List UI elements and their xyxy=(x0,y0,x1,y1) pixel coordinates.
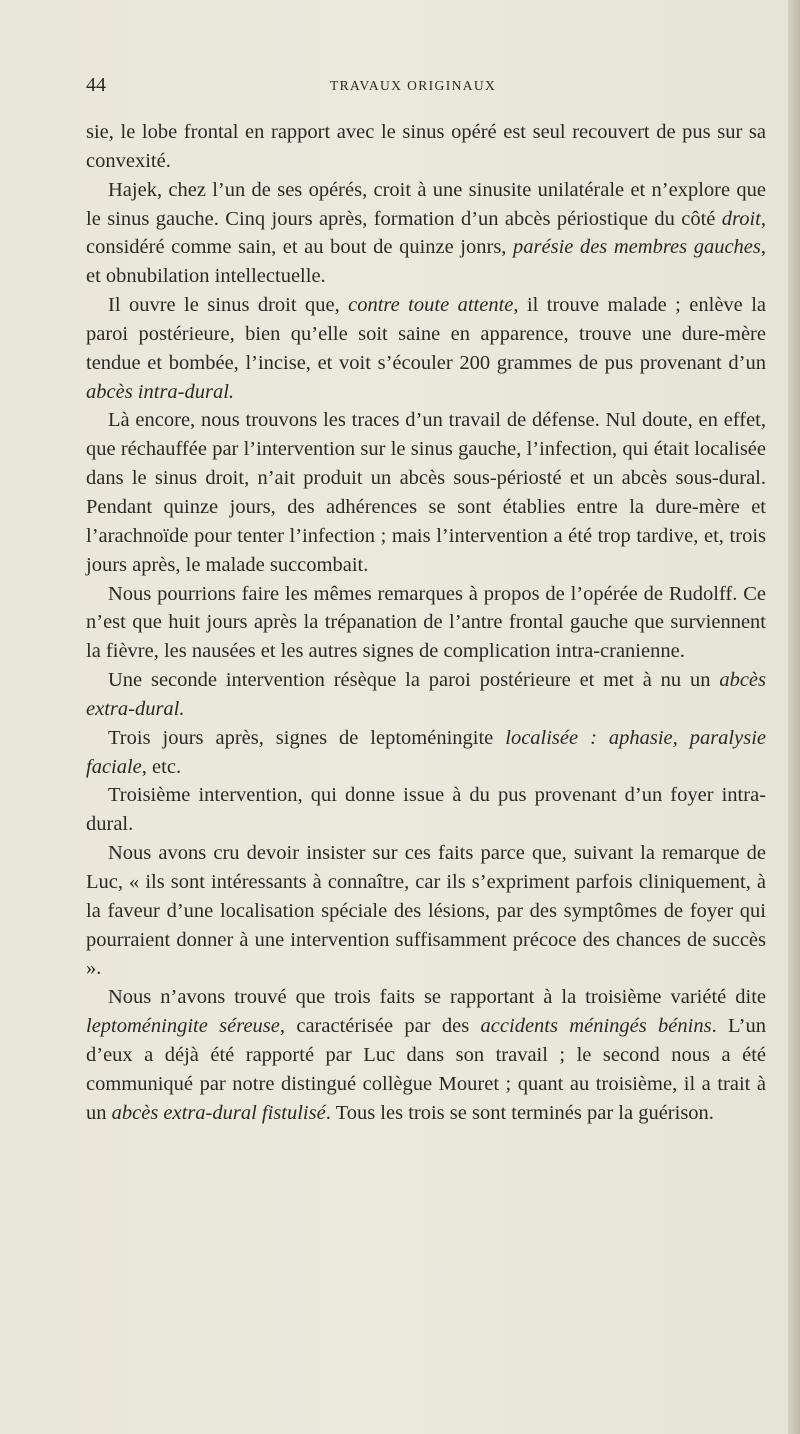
paragraph xyxy=(86,666,766,724)
italic-text: droit xyxy=(721,207,761,230)
text-run: sie, le lobe frontal en rapport avec le sinus opéré est seul recouvert de pus sur sa convexité. xyxy=(86,121,766,172)
paragraph xyxy=(86,291,766,406)
italic-text: parésie des membres gauches xyxy=(513,236,761,259)
text-run: , caractérisée par des xyxy=(279,1015,481,1038)
text-run: Nous n’avons trouvé que trois faits se rapportant à la troisième variété dite xyxy=(108,986,766,1009)
paragraph xyxy=(86,176,766,291)
paragraph xyxy=(86,983,766,1127)
italic-text: localisée : aphasie, paralysie faciale xyxy=(86,726,766,778)
text-run: . Tous les trois se sont terminés par la guérison. xyxy=(325,1101,714,1124)
text-run: Hajek, chez l’un de ses opérés, croit à une sinusite unilatérale et n’explore que le sinus gauche. Cinq jours après, formation d’un abcès périostique du côté xyxy=(86,178,766,230)
paragraph xyxy=(86,118,766,176)
page-number: 44 xyxy=(86,74,106,96)
text-run: , et obnubilation intellectuelle. xyxy=(86,236,766,288)
text-run: Nous pourrions faire les mêmes remarques à propos de l’opérée de Rudolff. Ce n’est que huit jours après la trépanation de l’antre frontal gauche que surviennent la fièvre, les nausées et les autres signes de complication intra-cranienne. xyxy=(86,582,766,663)
running-title: TRAVAUX ORIGINAUX xyxy=(330,78,497,93)
paragraph xyxy=(86,406,766,579)
text-run: Une seconde intervention résèque la paroi postérieure et met à nu un xyxy=(108,669,720,692)
paragraph xyxy=(86,724,766,782)
text-run: Nous avons cru devoir insister sur ces faits parce que, suivant la remarque de Luc, « ils sont intéressants à connaître, car ils s’expriment parfois cliniquement, à la faveur d’une localisation spéciale des lésions, par des symptômes de foyer qui pourraient donner à une intervention suffisamment précoce des chances de succès ». xyxy=(86,842,766,980)
body-text xyxy=(86,118,766,1128)
italic-text: abcès extra-dural. xyxy=(86,669,766,720)
text-run: Trois jours après, signes de leptoméningite xyxy=(108,726,506,749)
italic-text: abcès extra-dural fistulisé xyxy=(111,1101,326,1124)
paragraph xyxy=(86,839,766,983)
italic-text: leptoméningite séreuse xyxy=(86,1015,280,1038)
text-run: Là encore, nous trouvons les traces d’un travail de défense. Nul doute, en effet, que réchauffée par l’intervention sur le sinus gauche, l’infection, qui était localisée dans le sinus droit, n’ait produit un abcès sous-périosté et un abcès sous-dural. Pendant quinze jours, des adhérences se sont établies entre la dure-mère et l’arachnoïde pour tenter l’infection ; mais l’intervention a été trop tardive, et, trois jours après, le malade succombait. xyxy=(86,409,766,576)
text-run: Il ouvre le sinus droit que, xyxy=(108,294,349,317)
text-run: . L’un d’eux a déjà été rapporté par Luc dans son travail ; le second nous a été communiqué par notre distingué collègue Mouret ; quant au troisième, il a trait à un xyxy=(86,1015,766,1124)
page-header xyxy=(86,74,766,102)
page-edge xyxy=(788,0,800,1434)
italic-text: abcès intra-dural. xyxy=(86,380,235,403)
text-run: , il trouve malade ; enlève la paroi postérieure, bien qu’elle soit saine en apparence, trouve une dure-mère tendue et bombée, l’incise, et voit s’écouler 200 grammes de pus provenant d’un xyxy=(86,294,766,374)
text-run: Troisième intervention, qui donne issue à du pus provenant d’un foyer intra-dural. xyxy=(86,784,766,836)
text-run: , etc. xyxy=(141,755,182,778)
paragraph xyxy=(86,580,766,667)
italic-text: contre toute attente xyxy=(348,294,514,317)
italic-text: accidents méningés bénins xyxy=(480,1015,712,1038)
text-run: , considéré comme sain, et au bout de quinze jonrs, xyxy=(86,207,766,259)
paragraph xyxy=(86,781,766,839)
